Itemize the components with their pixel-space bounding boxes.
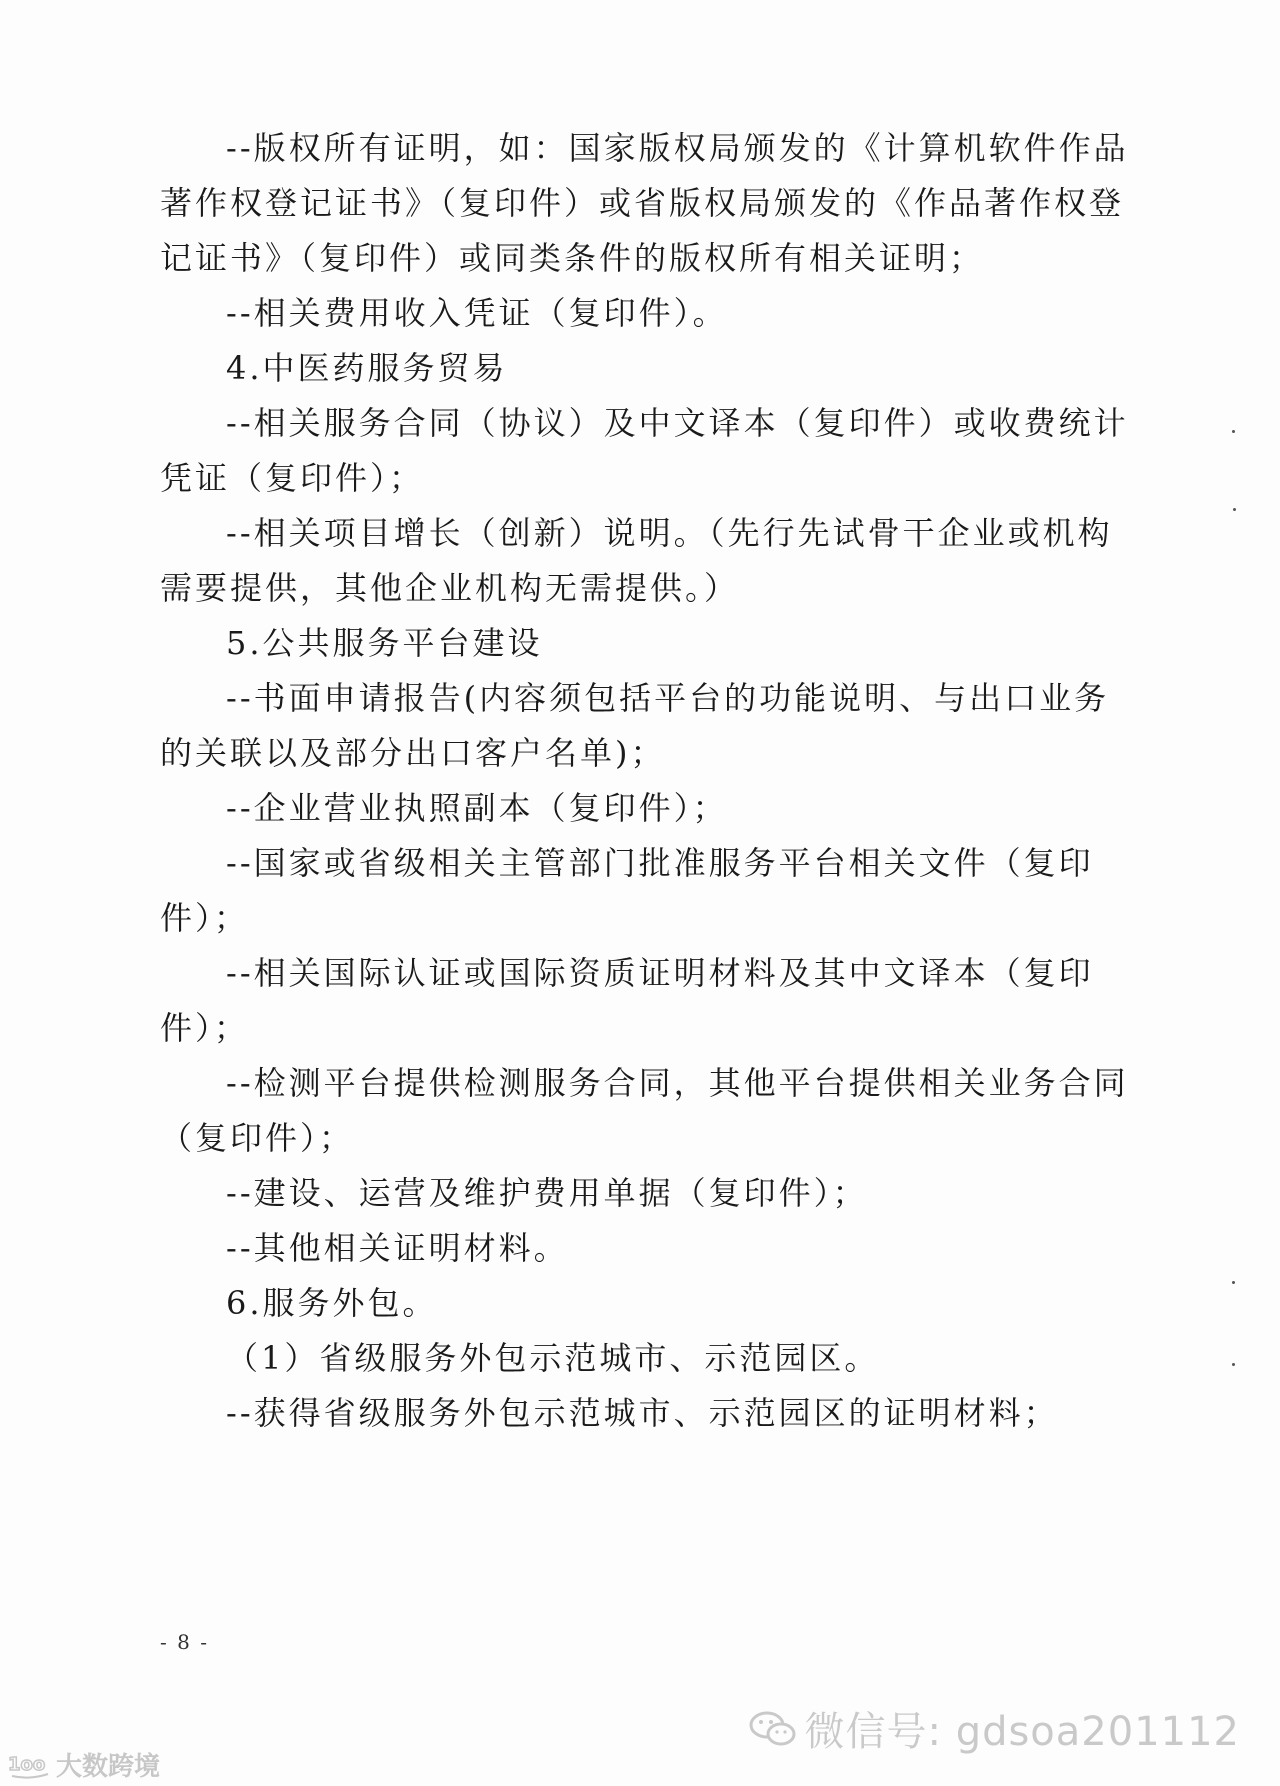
subsection-heading: （1）省级服务外包示范城市、示范园区。 <box>226 1339 880 1377</box>
brand-name: 大数跨境 <box>56 1752 161 1782</box>
scan-speck <box>1232 1363 1235 1366</box>
wechat-icon <box>749 1709 797 1749</box>
brand-logo-icon <box>8 1750 52 1780</box>
scan-speck <box>1232 430 1235 433</box>
text-line: --国家或省级相关主管部门批准服务平台相关文件（复印 <box>226 844 1094 882</box>
text-line: --检测平台提供检测服务合同，其他平台提供相关业务合同 <box>226 1064 1129 1102</box>
scan-speck <box>1233 508 1236 511</box>
text-line: 著作权登记证书》（复印件）或省版权局颁发的《作品著作权登 <box>160 184 1125 222</box>
wechat-id-text: 微信号: gdsoa201112 <box>804 1709 1240 1755</box>
text-line: 记证书》（复印件）或同类条件的版权所有相关证明； <box>160 239 985 277</box>
section-heading: 5.公共服务平台建设 <box>226 624 543 662</box>
scan-speck <box>1232 1281 1235 1284</box>
text-line: --企业营业执照副本（复印件）； <box>226 789 728 827</box>
section-heading: 6.服务外包。 <box>226 1284 438 1322</box>
text-line: --版权所有证明，如：国家版权局颁发的《计算机软件作品 <box>226 129 1129 167</box>
text-line: 的关联以及部分出口客户名单)； <box>160 734 666 772</box>
text-line: --获得省级服务外包示范城市、示范园区的证明材料； <box>226 1394 1059 1432</box>
text-line: --相关费用收入凭证（复印件）。 <box>226 294 728 332</box>
text-line: --相关国际认证或国际资质证明材料及其中文译本（复印 <box>226 954 1094 992</box>
text-line: 凭证（复印件）； <box>160 459 425 497</box>
text-line: --其他相关证明材料。 <box>226 1229 569 1267</box>
page-number: - 8 - <box>160 1630 209 1654</box>
text-line: 件）； <box>160 1009 250 1047</box>
text-line: 需要提供，其他企业机构无需提供。） <box>160 569 740 607</box>
wechat-watermark <box>749 1700 1241 1757</box>
text-line: （复印件）； <box>160 1119 355 1157</box>
text-line: --相关项目增长（创新）说明。（先行先试骨干企业或机构 <box>226 514 1113 552</box>
text-line: --书面申请报告(内容须包括平台的功能说明、与出口业务 <box>226 679 1110 717</box>
text-line: 件）； <box>160 899 250 937</box>
section-heading: 4.中医药服务贸易 <box>226 349 508 387</box>
svg-text:1oo: 1oo <box>8 1753 46 1775</box>
brand-watermark <box>8 1746 160 1783</box>
text-line: --相关服务合同（协议）及中文译本（复印件）或收费统计 <box>226 404 1129 442</box>
text-line: --建设、运营及维护费用单据（复印件）； <box>226 1174 868 1212</box>
